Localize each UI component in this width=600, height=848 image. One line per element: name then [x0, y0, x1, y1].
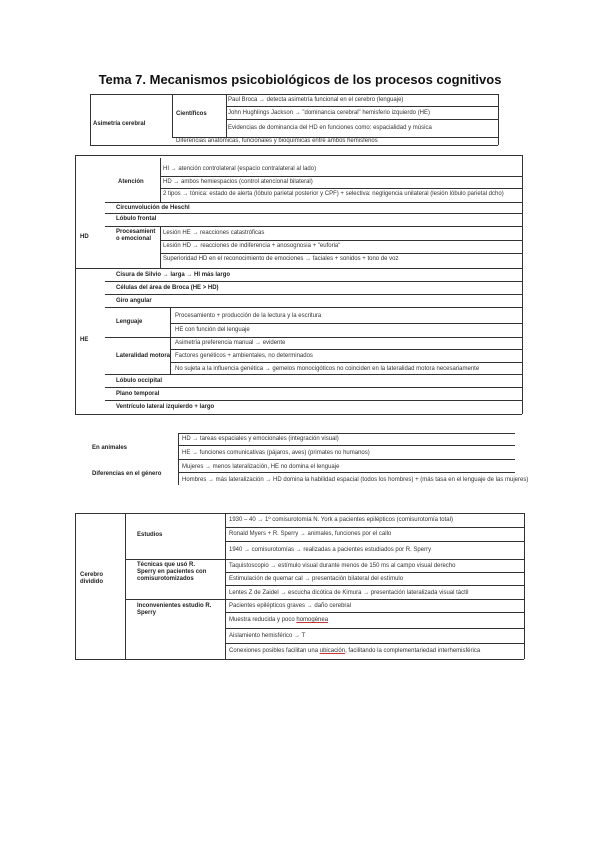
row-divider — [178, 472, 515, 473]
section-label-cerebro: dividido — [80, 579, 103, 585]
cell-text — [229, 617, 328, 624]
row-divider — [160, 188, 522, 189]
cell-text: HE → funciones comunicativas (pájaros, aves) (primates no humanos) — [182, 450, 370, 456]
sublabel-lenguaje: Lenguaje — [116, 319, 143, 325]
cell-text: Paul Broca → detecta asimetría funcional en el cerebro (lenguaje) — [228, 97, 404, 103]
row-label: Células del área de Broca (HE > HD) — [116, 285, 219, 291]
cell-text: Mujeres → menos lateralización, HE no domina el lenguaje — [182, 464, 340, 470]
column-divider — [522, 155, 523, 268]
row-divider — [225, 643, 524, 644]
underlined-word: homogénea — [296, 617, 329, 623]
sublabel-tecnicas: Sperry en pacientes con — [137, 569, 207, 575]
sublabel-atencion: Atención — [118, 179, 144, 185]
cell-text: Superioridad HD en el reconocimiento de emociones → faciales + sonidos + tono de voz — [163, 256, 399, 262]
sublabel-tecnicas: comisurotomizados — [137, 576, 194, 582]
row-divider — [75, 155, 522, 156]
cell-text: HE con función del lenguaje — [175, 327, 250, 333]
row-divider — [226, 119, 498, 120]
row-label: Lóbulo frontal — [116, 216, 157, 222]
column-divider — [90, 94, 91, 145]
column-divider — [75, 513, 76, 659]
row-divider — [170, 362, 522, 363]
row-divider — [160, 253, 522, 254]
sublabel-lateralidad: Lateralidad motora — [116, 353, 171, 359]
row-label: Lóbulo occipital — [116, 378, 162, 384]
row-divider — [225, 572, 524, 573]
cell-text: Asimetría preferencia manual → evidente — [175, 340, 286, 346]
column-divider — [160, 226, 161, 268]
page-title: Tema 7. Mecanismos psicobiológicos de los procesos cognitivos — [98, 72, 502, 87]
column-divider — [172, 94, 173, 137]
column-divider — [75, 155, 76, 268]
column-divider — [522, 268, 523, 414]
column-divider — [160, 158, 161, 202]
cell-text: 2 tipos → tónica: estado de alerta (lóbulo parietal posterior y CPF) + selectiva: negligencia unilateral (lesión lóbulo parietal dcho) — [163, 191, 504, 197]
row-divider — [125, 599, 524, 600]
cell-text: HD → tareas espaciales y emocionales (integración visual) — [182, 436, 339, 442]
underlined-word: ubicación — [319, 648, 346, 654]
cell-text: Hombres → más lateralización → HD domina la habilidad espacial (todos los hombres) + (más tasa en el lenguaje de las mujeres) — [182, 477, 529, 483]
row-divider — [225, 527, 524, 528]
row-divider — [178, 445, 515, 446]
cell-text: Lesión HD → reacciones de indiferencia + anosognosia + "euforia" — [163, 243, 341, 249]
row-label: Circunvolución de Heschl — [116, 205, 190, 211]
row-divider — [105, 202, 522, 203]
cell-text: HI → atención controlateral (espacio contralateral al lado) — [163, 166, 317, 172]
row-divider — [75, 513, 524, 514]
cell-text: Estimulación de quemar cal → presentación bilateral del estímulo — [229, 576, 404, 582]
row-divider — [178, 459, 515, 460]
section-label-hd: HD — [80, 234, 89, 240]
cell-text: Pacientes epilépticos graves → daño cerebral — [229, 603, 352, 609]
cell-text: Lesión HE → reacciones catastróficas — [163, 230, 265, 236]
row-divider — [170, 323, 522, 324]
row-divider — [105, 226, 522, 227]
column-divider — [225, 513, 226, 659]
row-divider — [125, 559, 524, 560]
section-label-asimetria: Asimetría cerebral — [93, 121, 146, 127]
cell-text-part: Conexiones posibles facilitan una — [229, 648, 320, 654]
row-divider — [105, 307, 522, 308]
label-animales: En animales — [92, 445, 128, 451]
cell-text: HD → ambos hemiespacios (control atencional bilateral) — [163, 179, 313, 185]
sublabel-inconvenientes: Inconvenientes estudio R. — [137, 603, 212, 609]
sublabel-procesamiento: o emocional — [116, 236, 152, 242]
row-divider — [105, 400, 522, 401]
row-label: Cisura de Silvio → larga → HI más largo — [116, 272, 231, 278]
cell-text: Factores genéticos + ambientales, no determinados — [175, 353, 313, 359]
row-divider — [160, 240, 522, 241]
row-divider — [90, 94, 498, 95]
row-divider — [160, 176, 522, 177]
label-genero: Diferencias en el género — [92, 471, 162, 477]
column-divider — [226, 94, 227, 137]
row-divider — [225, 585, 524, 586]
row-divider — [75, 659, 524, 660]
row-divider — [105, 374, 522, 375]
cell-text: Aislamiento hemisférico → T — [229, 633, 306, 639]
cell-text: Diferencias anatómicas, funcionales y bioquímicas entre ambos hemisferios — [176, 138, 378, 144]
cell-text-part: , facilitando la complementariedad interhemisférica — [345, 648, 481, 654]
cell-text: Procesamiento + producción de la lectura y la escritura — [175, 313, 322, 319]
sublabel-estudios: Estudios — [137, 532, 163, 538]
row-label: Plano temporal — [116, 391, 160, 397]
column-divider — [125, 513, 126, 659]
cell-text: John Hughlings Jackson → "dominancia cerebral" hemisferio izquierdo (HE) — [228, 110, 431, 116]
row-divider — [105, 294, 522, 295]
column-divider — [498, 94, 499, 145]
section-label-cerebro: Cerebro — [80, 572, 104, 578]
sublabel-tecnicas: Técnicas que usó R. — [137, 562, 196, 568]
cell-text: No sujeta a la influencia genética → gemelos monocigóticos no coinciden en la lateralidad motora necesariamente — [175, 366, 480, 372]
sublabel-procesamiento: Procesamient — [116, 229, 156, 235]
row-divider — [226, 106, 498, 107]
column-divider — [75, 268, 76, 414]
section-label-he: HE — [80, 337, 89, 343]
row-label: Ventrículo lateral izquierdo + largo — [116, 404, 215, 410]
row-divider — [105, 337, 522, 338]
row-divider — [225, 541, 524, 542]
cell-text: Lentes Z de Zaidel → escucha dicótica de Kimura → presentación lateralizada visual táctil — [229, 590, 469, 596]
row-label: Giro angular — [116, 298, 152, 304]
cell-text: 1940 → comisurotomías → realizadas a pacientes estudiados por R. Sperry — [229, 547, 432, 553]
column-divider — [524, 513, 525, 659]
row-divider — [75, 268, 522, 269]
cell-text — [229, 648, 480, 655]
row-divider — [105, 281, 522, 282]
row-divider — [105, 387, 522, 388]
row-divider — [178, 433, 515, 434]
row-divider — [225, 612, 524, 613]
cell-text: 1930 – 40 → 1º comisurotomía N. York a pacientes epilépticos (comisurotomía total) — [229, 517, 453, 523]
row-divider — [90, 145, 498, 146]
cell-text: Ronald Myers + R. Sperry → animales, funciones por el callo — [229, 531, 392, 537]
cell-text: Evidencias de dominancia del HD en funciones como: espacialidad y música — [228, 125, 432, 131]
cell-text: Taquistoscopio → estímulo visual durante menos de 150 ms al campo visual derecho — [229, 563, 456, 569]
row-divider — [75, 414, 522, 415]
cell-text-part: Muestra reducida y poco — [229, 617, 297, 623]
row-divider — [170, 349, 522, 350]
sublabel-cientificos: Científicos — [176, 111, 207, 117]
column-divider — [170, 308, 171, 374]
row-divider — [225, 628, 524, 629]
sublabel-inconvenientes: Sperry — [137, 610, 157, 616]
row-divider — [105, 213, 522, 214]
